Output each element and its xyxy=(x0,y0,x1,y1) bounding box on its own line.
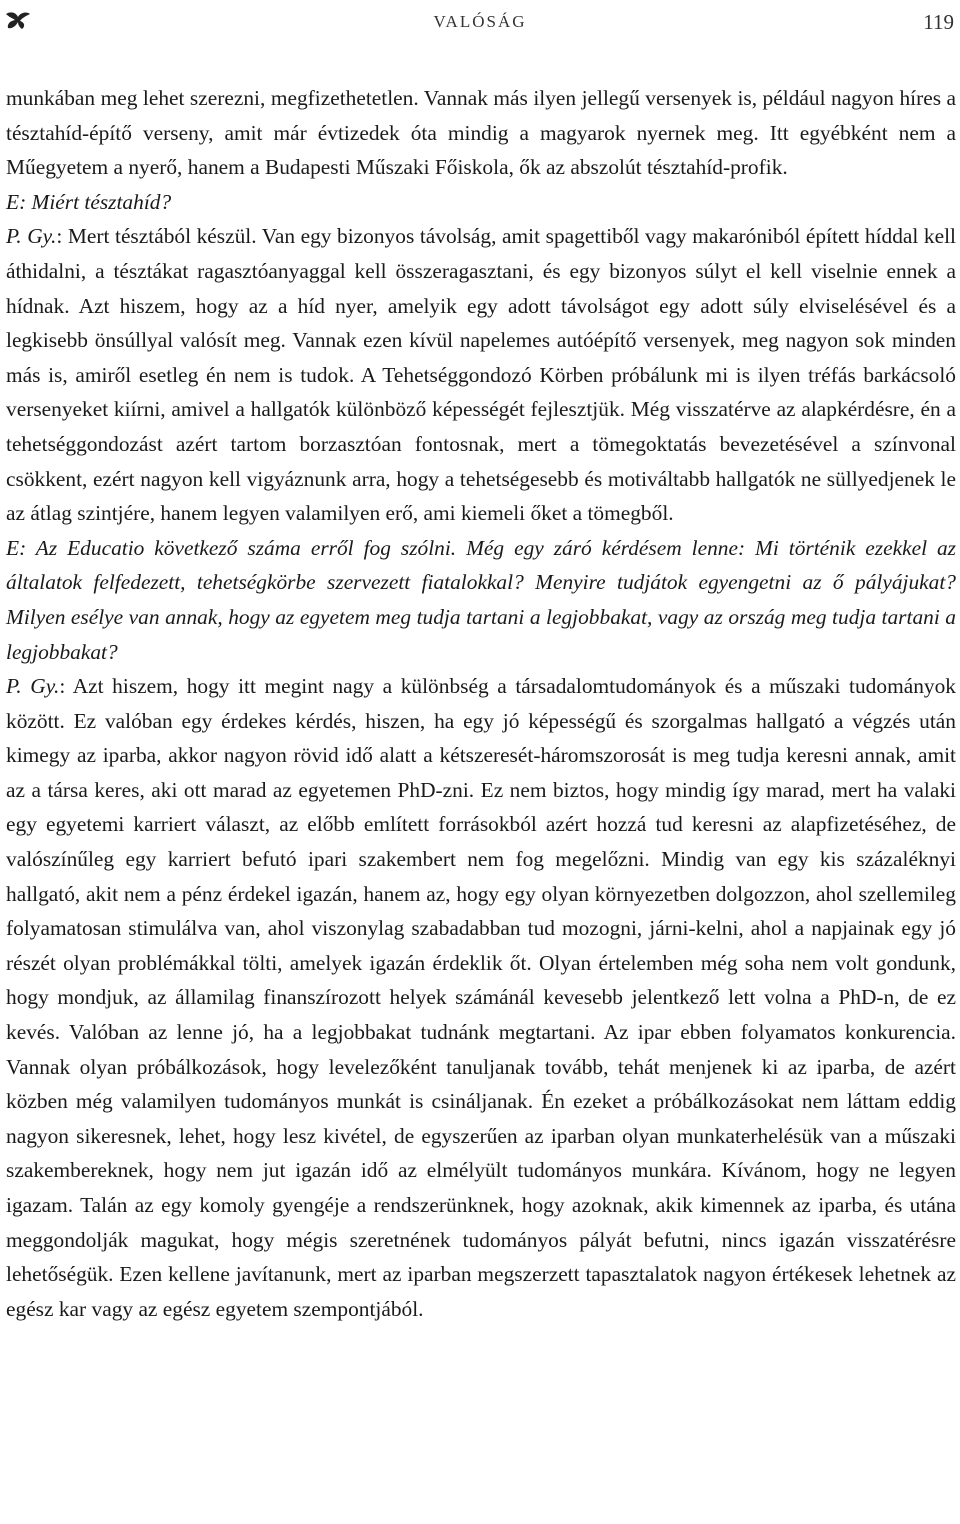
paragraph-text: munkában meg lehet szerezni, megfizethetetlen. Vannak más ilyen jellegű versenyek is, például nagyon híres a tésztahíd-építő verseny, amit már évtizedek óta mindig a magyarok nyernek meg. Itt egyébként nem a Műegyetem a nyerő, hanem a Budapesti Műszaki Főiskola, ők az abszolút tésztahíd-profik. xyxy=(6,86,956,180)
paragraph-question xyxy=(6,531,956,669)
paragraph-text: : Azt hiszem, hogy itt megint nagy a különbség a társadalomtudományok és a műszaki tudományok között. Ez valóban egy érdekes kérdés, hiszen, ha egy jó képességű és szorgalmas hallgató a végzés után kimegy az iparba, akkor nagyon rövid idő alatt a kétszeresét-háromszorosát is meg tudja keresni annak, amit az a társa keres, aki ott marad az egyetemen PhD-zni. Ez nem biztos, hogy mindig így marad, mert ha valaki egy egyetemi karriert választ, az előbb említett forrásokból azért hozzá tud keresni az alapfizetéséhez, de valószínűleg egy karriert befutó ipari szakembert nem fog megelőzni. Mindig van egy kis százaléknyi hallgató, akit nem a pénz érdekel igazán, hanem az, hogy egy olyan környezetben dolgozzon, ahol szellemileg folyamatosan stimulálva van, ahol viszonylag szabadabban tud mozogni, járni-kelni, ahol a napjainak egy jó részét olyan problémákkal tölti, amelyek igazán érdeklik őt. Olyan értelemben még soha nem volt gondunk, hogy mondjuk, az államilag finanszírozott helyek számánál kevesebb jelentkező lett volna a PhD-n, de ez kevés. Valóban az lenne jó, ha a legjobbakat tudnánk megtartani. Az ipar ebben folyamatos konkurencia. Vannak olyan próbálkozások, hogy levelezőként tanuljanak tovább, tehát menjenek ki az iparba, de azért közben még valamilyen tudományos munkát is csináljanak. Én ezeket a próbálkozásokat nem láttam eddig nagyon sikeresnek, lehet, hogy lesz kivétel, de egyszerűen az iparban olyan munkaterhelésük van a műszaki szakembereknek, hogy nem jut igazán idő az elmélyült tudományos munkára. Kívánom, hogy ne legyen igazam. Talán az egy komoly gyengéje a rendszerünknek, hogy azoknak, akik kimennek az iparba, és utána meggondolják magukat, hogy mégis szeretnének tudományos pályát befutni, nincs igazán visszatérésre lehetőségük. Ezen kellene javítanunk, mert az iparban megszerzett tapasztalatok nagyon értékesek lehetnek az egész kar vagy az egész egyetem szempontjából. xyxy=(6,674,956,1321)
paragraph-text: E: Az Educatio következő száma erről fog szólni. Még egy záró kérdésem lenne: Mi történik ezekkel az általatok felfedezett, tehetségkörbe szervezett fiatalokkal? Menyire tudjátok egyengetni az ő pályájukat? Milyen esélye van annak, hogy az egyetem meg tudja tartani a legjobbakat, vagy az ország meg tudja tartani a legjobbakat? xyxy=(6,535,956,664)
article-body xyxy=(6,81,956,1326)
page-header xyxy=(0,6,960,36)
running-head: VALÓSÁG xyxy=(433,12,527,31)
paragraph-text: : Mert tésztából készül. Van egy bizonyos távolság, amit spagettiből vagy makaróniból épített híddal kell áthidalni, a tésztákat ragasztóanyaggal kell összeragasztani, és egy bizonyos súlyt el kell viselnie ennek a hídnak. Azt hiszem, hogy az a híd nyer, amelyik egy adott távolságot egy adott súly elviselésével és a legkisebb önsúllyal valósít meg. Vannak ezen kívül napelemes autóépítő versenyek, meg nagyon sok minden más is, amiről esetleg én nem is tudok. A Tehetséggondozó Körben próbálunk mi is ilyen tréfás barkácsoló versenyeket kiírni, amivel a hallgatók különböző képességét fejlesztjük. Még visszatérve az alapkérdésre, én a tehetséggondozást azért tartom borzasztóan fontosnak, mert a tömegoktatás bevezetésével a színvonal csökkent, ezért nagyon kell vigyáznunk arra, hogy a tehetségesebb és motiváltabb hallgatók ne süllyedjenek le az átlag szintjére, hanem legyen valamilyen erő, ami kiemeli őket a tömegből. xyxy=(6,224,956,526)
speaker-label: P. Gy. xyxy=(6,224,57,249)
paragraph-answer xyxy=(6,669,956,1326)
paragraph-text: E: Miért tésztahíd? xyxy=(6,189,172,214)
page-number: 119 xyxy=(923,10,954,34)
paragraph-question xyxy=(6,185,956,220)
speaker-label: P. Gy. xyxy=(6,674,60,699)
paragraph-answer-continued xyxy=(6,81,956,185)
paragraph-answer xyxy=(6,219,956,530)
